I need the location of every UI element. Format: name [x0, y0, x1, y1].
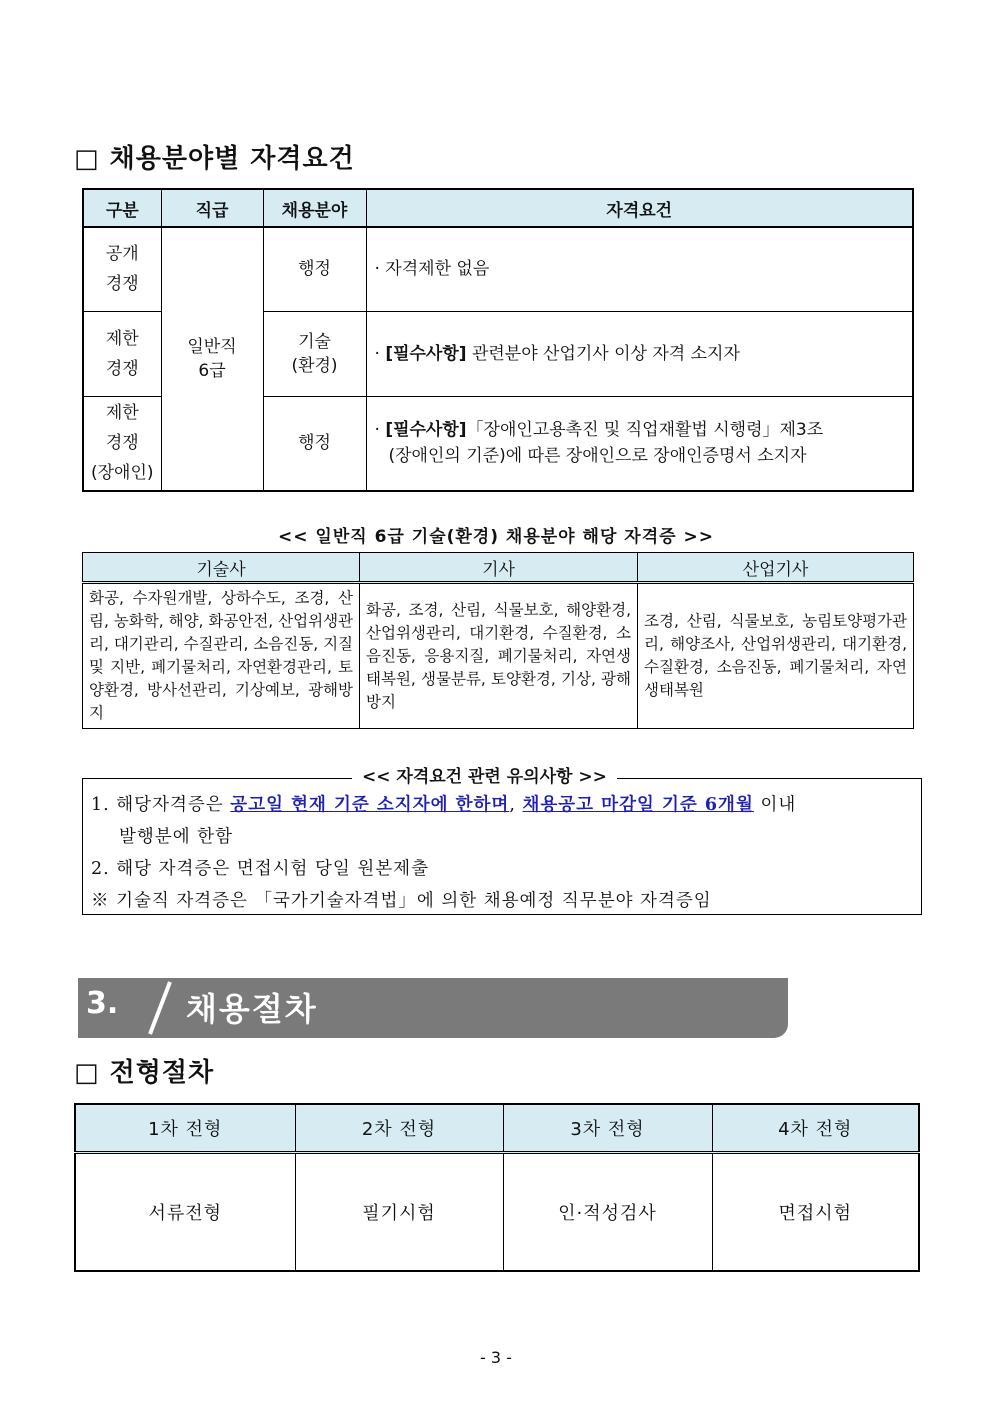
header-industrial-engineer: 산업기사: [638, 553, 914, 583]
rank-line: 6급: [198, 361, 226, 381]
stage-document-screening: 서류전형: [75, 1153, 295, 1272]
requirement-text: (장애인의 기준)에 따른 장애인으로 장애인증명서 소지자: [388, 446, 807, 467]
field-line: 기술: [298, 331, 331, 352]
header-field: 채용분야: [263, 189, 366, 227]
header-stage-1: 1차 전형: [75, 1104, 295, 1153]
section-title-qualifications: □ 채용분야별 자격요건: [74, 144, 355, 174]
notice-line-1-cont: 발행분에 한함: [119, 827, 233, 847]
row-type-line: (장애인): [90, 463, 154, 484]
notice-line-2: 2. 해당 자격증은 면접시험 당일 원본제출: [91, 859, 429, 879]
requirement-text: 「장애인고용촉진 및 직업재활법 시행령」제3조: [466, 420, 824, 441]
banner-number: 3.: [86, 986, 119, 1021]
row-type-line: 경쟁: [105, 358, 139, 379]
highlight-text: 채용공고 마감일 기준 6개월: [522, 795, 754, 815]
row-requirement: [366, 227, 913, 311]
row-field: [263, 396, 366, 491]
cert-list-industrial: 조경, 산림, 식물보호, 농림토양평가관리, 해양조사, 산업위생관리, 대기환경, 수질환경, 소음진동, 폐기물처리, 자연생태복원: [638, 583, 914, 729]
stage-aptitude-test: 인·적성검사: [503, 1153, 712, 1272]
header-category: 구분: [83, 189, 161, 227]
procedure-table: [74, 1103, 920, 1272]
header-stage-3: 3차 전형: [503, 1104, 712, 1153]
stage-interview: 면접시험: [712, 1153, 919, 1272]
section-banner: [78, 978, 788, 1038]
header-rank: 직급: [161, 189, 263, 227]
cert-list-engineer: 화공, 조경, 산림, 식물보호, 해양환경, 산업위생관리, 대기환경, 수질환경, 소음진동, 응용지질, 폐기물처리, 자연생태복원, 생물분류, 토양환경, 기상, 광해방지: [360, 583, 638, 729]
table-row: [83, 227, 913, 311]
row-type-line: 경쟁: [105, 274, 139, 295]
qualification-table: [82, 188, 914, 492]
header-stage-4: 4차 전형: [712, 1104, 919, 1153]
row-type: [83, 311, 161, 396]
table-header-row: [83, 189, 913, 227]
notice-line-3: ※ 기술직 자격증은 「국가기술자격법」에 의한 채용예정 직무분야 자격증임: [91, 891, 712, 911]
highlight-text: 공고일 현재 기준 소지자에 한하며: [230, 795, 510, 815]
row-type-line: 경쟁: [105, 433, 139, 454]
row-type-line: 공개: [105, 244, 139, 265]
row-requirement: · [필수사항]「장애인고용촉진 및 직업재활법 시행령」제3조 (장애인의 기준)에 따른 장애인으로 장애인증명서 소지자: [366, 396, 913, 491]
notice-line-1: 1. 해당자격증은 공고일 현재 기준 소지자에 한하며, 채용공고 마감일 기준 6개월 이내: [91, 795, 797, 815]
row-type: [83, 396, 161, 491]
rank-line: 일반직: [187, 337, 237, 357]
requirement-text: 관련분야 산업기사 이상 자격 소지자: [471, 343, 740, 364]
requirement-text: · 자격제한 없음: [374, 259, 490, 280]
certificate-table-caption: << 일반직 6급 기술(환경) 채용분야 해당 자격증 >>: [278, 527, 714, 547]
table-row: [75, 1153, 919, 1272]
required-label: [필수사항]: [385, 343, 467, 364]
notice-caption: << 자격요건 관련 유의사항 >>: [352, 762, 617, 787]
header-engineer: 기사: [360, 553, 638, 583]
row-requirement: · [필수사항] 관련분야 산업기사 이상 자격 소지자: [366, 311, 913, 396]
notice-box: [82, 778, 922, 915]
rank-cell: [161, 227, 263, 491]
row-type-line: 제한: [105, 403, 139, 424]
cert-list-professional: 화공, 수자원개발, 상하수도, 조경, 산림, 농화학, 해양, 화공안전, 산업위생관리, 대기관리, 수질관리, 소음진동, 지질 및 지반, 폐기물처리, 자연환경관리, 토양환경, 방사선관리, 기상예보, 광해방지: [83, 583, 360, 729]
field-line: (환경): [291, 355, 338, 376]
header-stage-2: 2차 전형: [295, 1104, 503, 1153]
stage-written-exam: 필기시험: [295, 1153, 503, 1272]
field-line: 행정: [298, 259, 331, 280]
table-header-row: [83, 553, 914, 583]
header-requirement: 자격요건: [366, 189, 913, 227]
table-row: [83, 583, 914, 729]
required-label: [필수사항]: [385, 420, 467, 441]
row-type-line: 제한: [105, 328, 139, 349]
row-field: [263, 311, 366, 396]
header-professional-engineer: 기술사: [83, 553, 360, 583]
field-line: 행정: [298, 433, 331, 454]
table-header-row: [75, 1104, 919, 1153]
page-number: - 3 -: [480, 1348, 512, 1367]
banner-title: 채용절차: [186, 990, 318, 1028]
row-field: [263, 227, 366, 311]
section-title-procedure: □ 전형절차: [74, 1058, 215, 1088]
banner-slash-icon: [140, 978, 184, 1038]
row-type: [83, 227, 161, 311]
certificate-table: [82, 552, 914, 729]
